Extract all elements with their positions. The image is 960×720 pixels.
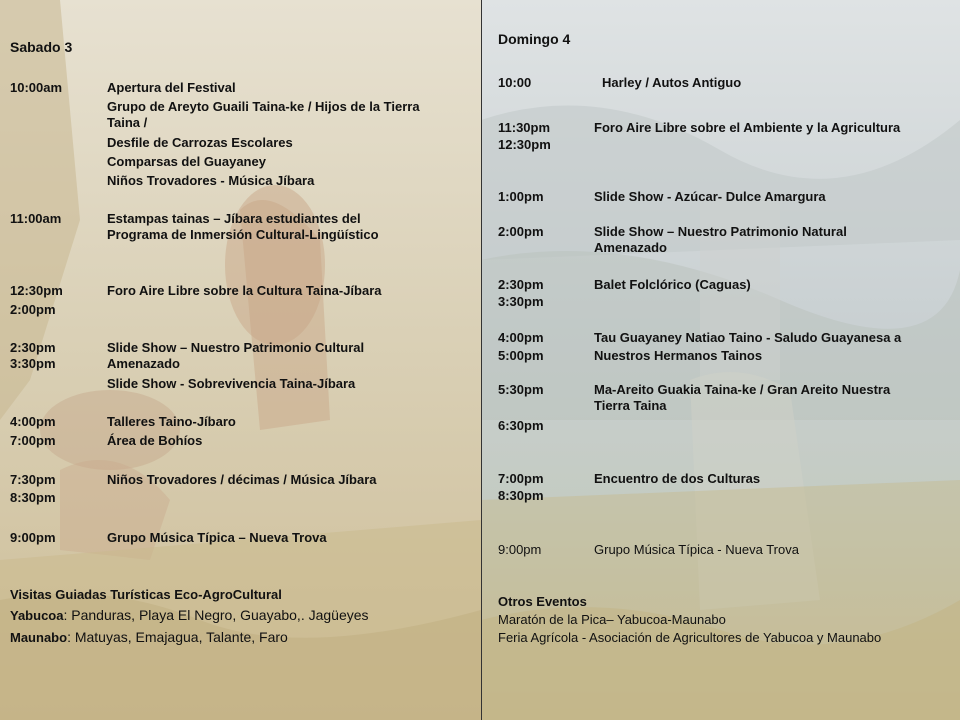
- sat-event: Slide Show - Sobrevivencia Taina-Jíbara: [107, 376, 356, 391]
- maunabo-label: Maunabo: [10, 630, 68, 645]
- sun-time: 2:00pm: [498, 224, 544, 239]
- sun-event: Encuentro de dos Culturas: [594, 471, 761, 486]
- column-divider: [481, 0, 482, 720]
- sat-event: Área de Bohíos: [107, 433, 203, 448]
- sat-time: 2:30pm: [10, 340, 56, 355]
- sun-time: 4:00pm: [498, 330, 544, 345]
- sun-time: 6:30pm: [498, 418, 544, 433]
- sun-time: 7:00pm: [498, 471, 544, 486]
- sat-time: 11:00am: [10, 211, 62, 226]
- sat-event: Amenazado: [107, 356, 180, 371]
- sun-event: Slide Show - Azúcar- Dulce Amargura: [594, 189, 826, 204]
- sun-time: 5:30pm: [498, 382, 544, 397]
- sat-time: 12:30pm: [10, 283, 63, 298]
- maunabo-places: : Matuyas, Emajagua, Talante, Faro: [67, 629, 288, 645]
- sat-event: Estampas tainas – Jíbara estudiantes del Programa de Inmersión Cultural-Lingüístico: [107, 211, 379, 242]
- saturday-title: Sabado 3: [10, 39, 73, 55]
- sun-time: 1:00pm: [498, 189, 544, 204]
- sun-event: Grupo Música Típica - Nueva Trova: [594, 542, 799, 557]
- sat-time: 2:00pm: [10, 302, 56, 317]
- sun-event: Tau Guayaney Natiao Taino - Saludo Guayanesa a: [594, 330, 902, 345]
- sunday-title: Domingo 4: [498, 31, 571, 47]
- sun-event: Slide Show – Nuestro Patrimonio Natural Amenazado: [594, 224, 847, 255]
- sat-event: Grupo Música Típica – Nueva Trova: [107, 530, 327, 545]
- sun-event: Foro Aire Libre sobre el Ambiente y la Agricultura: [594, 120, 901, 135]
- tours-yabucoa: [10, 607, 369, 624]
- sun-event: Nuestros Hermanos Tainos: [594, 348, 763, 363]
- sun-time: 2:30pm: [498, 277, 544, 292]
- sat-event: Niños Trovadores - Música Jíbara: [107, 173, 315, 188]
- sat-event: Apertura del Festival: [107, 80, 236, 95]
- sat-event: Niños Trovadores / décimas / Música Jíbara: [107, 472, 377, 487]
- sun-time: 11:30pm: [498, 120, 551, 135]
- other-event-item: Maratón de la Pica– Yabucoa-Maunabo: [498, 612, 726, 627]
- sat-event: Comparsas del Guayaney: [107, 154, 266, 169]
- yabucoa-label: Yabucoa: [10, 608, 64, 623]
- tours-maunabo: [10, 629, 288, 646]
- sun-time: 12:30pm: [498, 137, 551, 152]
- sat-time: 10:00am: [10, 80, 63, 95]
- sat-time: 8:30pm: [10, 490, 56, 505]
- sun-event: Harley / Autos Antiguo: [602, 75, 742, 90]
- sun-time: 8:30pm: [498, 488, 544, 503]
- sat-event: Foro Aire Libre sobre la Cultura Taina-Jíbara: [107, 283, 382, 298]
- sat-time: 3:30pm: [10, 356, 56, 371]
- sun-event: Ma-Areito Guakia Taina-ke / Gran Areito Nuestra Tierra Taina: [594, 382, 891, 413]
- sat-time: 4:00pm: [10, 414, 56, 429]
- sat-event: Desfile de Carrozas Escolares: [107, 135, 293, 150]
- sat-event: Talleres Taino-Jíbaro: [107, 414, 236, 429]
- other-events-title: Otros Eventos: [498, 594, 587, 609]
- sat-event: Slide Show – Nuestro Patrimonio Cultural: [107, 340, 365, 355]
- sun-time: 9:00pm: [498, 542, 542, 557]
- sat-event: Grupo de Areyto Guaili Taina-ke / Hijos de la Tierra Taina /: [107, 99, 420, 130]
- sun-time: 5:00pm: [498, 348, 544, 363]
- yabucoa-places: : Panduras, Playa El Negro, Guayabo,. Jagüeyes: [63, 607, 369, 623]
- other-event-item: Feria Agrícola - Asociación de Agricultores de Yabucoa y Maunabo: [498, 630, 882, 645]
- sun-time: 10:00: [498, 75, 532, 90]
- tours-title: Visitas Guiadas Turísticas Eco-AgroCultural: [10, 587, 282, 602]
- sun-event: Balet Folclórico (Caguas): [594, 277, 751, 292]
- sat-time: 7:00pm: [10, 433, 56, 448]
- sat-time: 9:00pm: [10, 530, 56, 545]
- sun-time: 3:30pm: [498, 294, 544, 309]
- sat-time: 7:30pm: [10, 472, 56, 487]
